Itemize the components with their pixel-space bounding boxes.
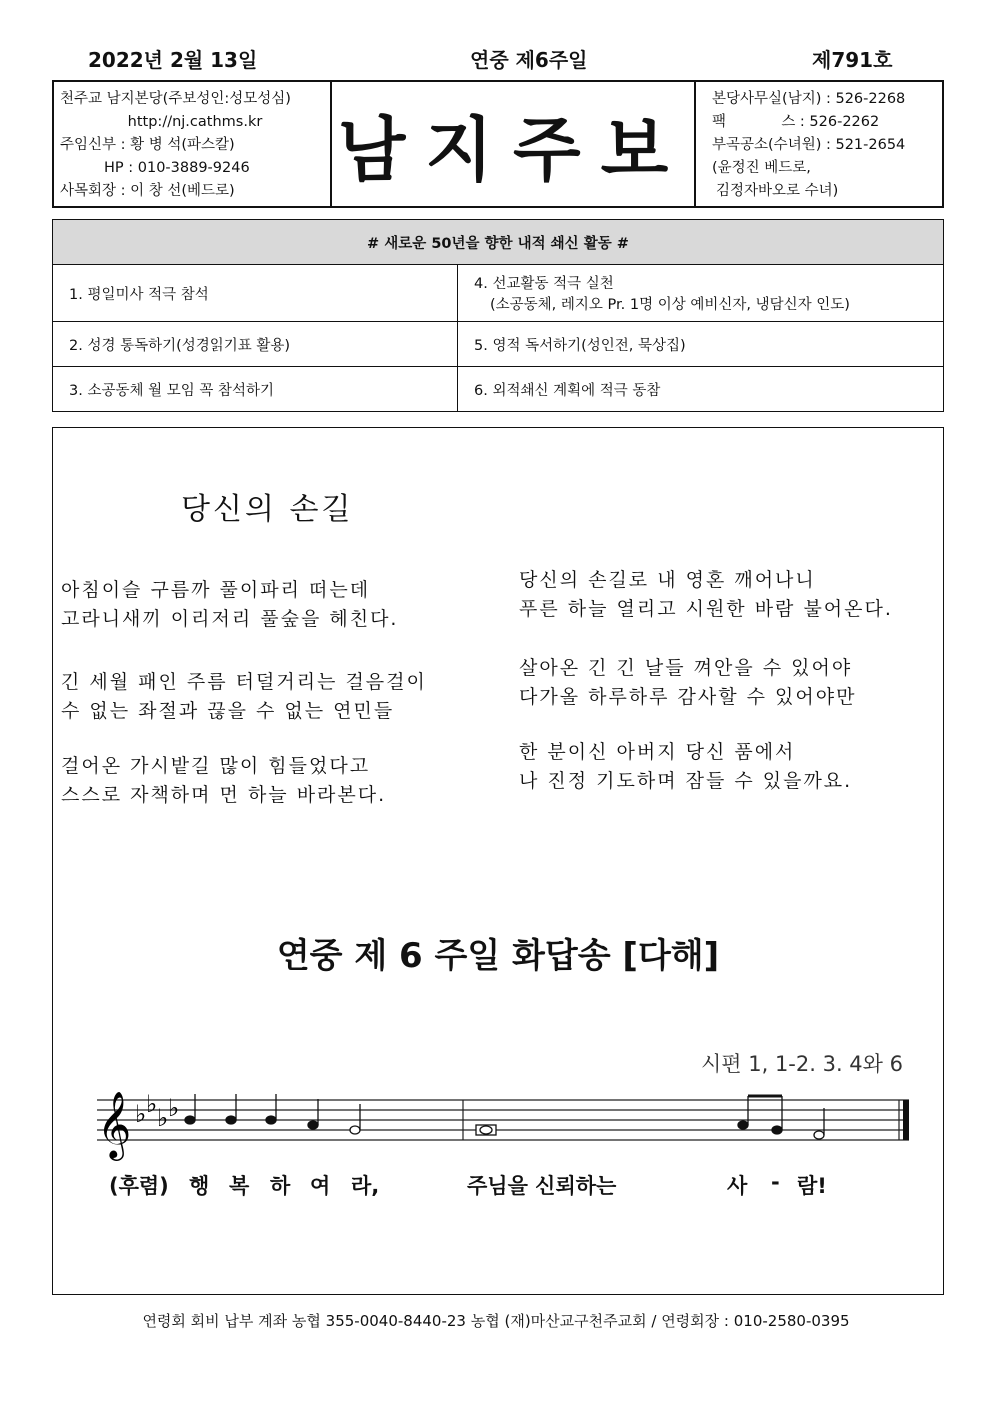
- pastor: 주임신부 : 황 병 석(파스칼): [60, 137, 235, 153]
- poem-line: 수 없는 좌절과 끊을 수 없는 연민들: [61, 700, 395, 722]
- flat-icon: ♭: [168, 1094, 180, 1122]
- fax: 팩 스 : 526-2262: [712, 114, 880, 130]
- poem-line: 나 진정 기도하며 잠들 수 있을까요.: [519, 770, 853, 792]
- issue-date: 2022년 2월 13일: [88, 48, 258, 72]
- activities-heading: # 새로운 50년을 향한 내적 쇄신 활동 #: [53, 220, 944, 265]
- convent-contact-1: (윤정진 베드로,: [712, 160, 811, 176]
- poem-line: 당신의 손길로 내 영혼 깨어나니: [519, 569, 816, 591]
- pastor-phone: HP : 010-3889-9246: [104, 160, 250, 176]
- lyric-syllable: 사: [727, 1174, 748, 1198]
- council-president: 사목회장 : 이 창 선(베드로): [60, 183, 235, 199]
- note: [226, 1116, 236, 1124]
- lyric-phrase: 주님을 신뢰하는: [467, 1174, 617, 1198]
- poem-line: 다가올 하루하루 감사할 수 있어야만: [519, 686, 857, 708]
- poem-left-stanza-1: [61, 576, 398, 634]
- poem-line: 긴 세월 패인 주름 터덜거리는 걸음걸이: [61, 671, 427, 693]
- convent-contact-2: 김정자바오로 수녀): [716, 183, 839, 199]
- activity-3: 3. 소공동체 월 모임 꼭 참석하기: [53, 367, 458, 412]
- poem-line: 푸른 하늘 열리고 시원한 바람 불어온다.: [519, 598, 893, 620]
- psalm-reference: 시편 1, 1-2. 3. 4와 6: [700, 1052, 903, 1076]
- poem-left-stanza-2: [61, 668, 427, 726]
- activity-4-title: 4. 선교활동 적극 실천: [474, 276, 614, 292]
- activity-1: 1. 평일미사 적극 참석: [53, 265, 458, 322]
- flat-icon: ♭: [157, 1104, 169, 1132]
- activity-2: 2. 성경 통독하기(성경읽기표 활용): [53, 322, 458, 367]
- music-staff: [97, 1088, 917, 1168]
- masthead: [52, 80, 944, 208]
- masthead-title-area: [332, 82, 694, 206]
- poem-left-stanza-3: [61, 752, 386, 810]
- parish-info: [54, 82, 332, 206]
- lyric-syllable: 하: [270, 1174, 291, 1198]
- poem-line: 고라니새끼 이리저리 풀숲을 헤친다.: [61, 608, 399, 630]
- poem-line: 스스로 자책하며 먼 하늘 바라본다.: [61, 784, 387, 806]
- note: [308, 1121, 318, 1129]
- final-barline: [903, 1100, 909, 1140]
- activity-6: 6. 외적쇄신 계획에 적극 동참: [458, 367, 944, 412]
- activity-5: 5. 영적 독서하기(성인전, 묵상집): [458, 322, 944, 367]
- parish-website[interactable]: http://nj.cathms.kr: [127, 114, 263, 130]
- note: [772, 1126, 782, 1134]
- lyric-refrain: (후렴): [109, 1174, 169, 1198]
- activity-4: [458, 265, 944, 322]
- poem-right-stanza-3: [519, 738, 852, 796]
- poem-line: 아침이슬 구름까 풀이파리 떠는데: [61, 579, 371, 601]
- lyric-hyphen: -: [771, 1170, 780, 1194]
- bulletin-title: 남지주보: [337, 107, 689, 191]
- parish-name: 천주교 남지본당(주보성인:성모성심): [60, 91, 291, 107]
- half-note: [814, 1131, 824, 1139]
- poem-right-stanza-1: [519, 566, 893, 624]
- convent-phone: 부곡공소(수녀원) : 521-2654: [712, 137, 906, 153]
- contact-info: [694, 82, 944, 206]
- lyric-syllable: 행: [189, 1174, 210, 1198]
- half-note: [350, 1126, 360, 1134]
- poem-line: 걸어온 가시밭길 많이 힘들었다고: [61, 755, 371, 777]
- office-phone: 본당사무실(남지) : 526-2268: [712, 91, 906, 107]
- poem-title: 당신의 손길: [181, 492, 354, 527]
- footer-account-info: 연령회 회비 납부 계좌 농협 355-0040-8440-23 농협 (재)마산교구천주교회 / 연령회장 : 010-2580-0395: [142, 1312, 850, 1330]
- lyric-syllable: 람!: [797, 1174, 827, 1198]
- liturgical-sunday: 연중 제6주일: [470, 48, 588, 72]
- flat-icon: ♭: [146, 1090, 158, 1118]
- content-box: [52, 427, 944, 1295]
- psalm-title: 연중 제 6 주일 화답송 [다해]: [276, 936, 720, 976]
- note: [185, 1116, 195, 1124]
- poem-right-stanza-2: [519, 654, 856, 712]
- flat-icon: ♭: [135, 1100, 147, 1128]
- treble-clef-icon: 𝄞: [97, 1090, 132, 1158]
- issue-number: 제791호: [812, 48, 893, 72]
- note: [266, 1116, 276, 1124]
- lyric-syllable: 라,: [351, 1174, 380, 1198]
- poem-line: 살아온 긴 긴 날들 껴안을 수 있어야: [519, 657, 853, 679]
- activity-4-detail: (소공동체, 레지오 Pr. 1명 이상 예비신자, 냉담신자 인도): [490, 297, 850, 313]
- poem-line: 한 분이신 아버지 당신 품에서: [519, 741, 796, 763]
- note: [738, 1121, 748, 1129]
- renewal-activities-table: [52, 219, 944, 412]
- lyric-syllable: 여: [310, 1174, 331, 1198]
- key-signature-flats: [135, 1090, 179, 1132]
- lyric-syllable: 복: [229, 1174, 250, 1198]
